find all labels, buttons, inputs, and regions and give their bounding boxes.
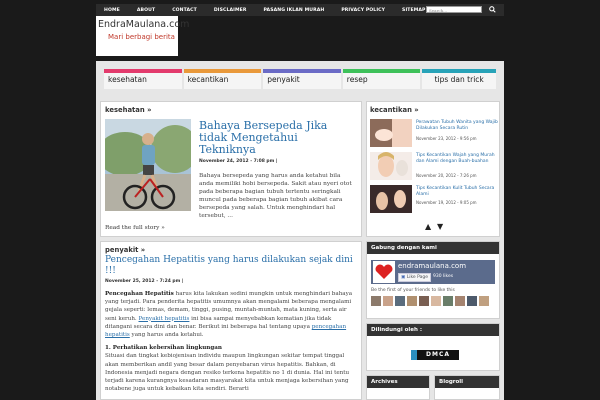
category-label: tips dan trick	[434, 75, 484, 84]
item-title[interactable]: Perawatan Tubuh Wanita yang Wajib Dilakukan Secara Rutin	[416, 120, 498, 131]
logo-tagline: Mari berbagi berita	[108, 33, 175, 41]
logo-title: EndraMaulana.com	[98, 19, 190, 30]
penyakit-article	[100, 241, 362, 400]
category-kesehatan[interactable]	[104, 69, 182, 89]
avatar[interactable]	[371, 296, 381, 306]
avatar[interactable]	[383, 296, 393, 306]
nav-home[interactable]: HOME	[104, 7, 120, 13]
nav-contact[interactable]: CONTACT	[172, 7, 197, 13]
widget-title: Gabung dengan kami	[367, 242, 499, 254]
section-heading[interactable]: kecantikan »	[370, 106, 419, 114]
search-icon[interactable]	[488, 6, 496, 14]
article-meta: November 25, 2012 - 7:24 pm |	[105, 279, 184, 284]
avatar[interactable]	[467, 296, 477, 306]
dmca-badge[interactable]: DMCA	[411, 350, 459, 360]
text: ini bisa sampai menyebabkan kematian jika tidak ditangani secara dini dan benar. Berikut ini beberapa hal tentang upaya	[105, 315, 332, 330]
widget-title: Blogroll	[435, 376, 499, 388]
avatar[interactable]	[455, 296, 465, 306]
list-item[interactable]	[370, 119, 498, 147]
category-label: kecantikan	[187, 75, 229, 84]
inline-link[interactable]: pencegahan hepatitis	[105, 323, 347, 339]
category-kecantikan[interactable]	[184, 69, 262, 89]
likes-count: 930 likes	[433, 274, 454, 279]
nav-pasang-iklan[interactable]: PASANG IKLAN MURAH	[263, 7, 325, 13]
avatar[interactable]	[407, 296, 417, 306]
facebook-widget	[366, 241, 500, 319]
category-label: penyakit	[267, 75, 300, 84]
page-name[interactable]: endramaulana.com	[398, 262, 467, 270]
site-logo[interactable]	[96, 16, 190, 56]
avatar[interactable]	[479, 296, 489, 306]
category-label: resep	[346, 75, 368, 84]
item-date: November 19, 2012 - 9:05 pm	[416, 200, 477, 205]
category-tips[interactable]	[422, 69, 496, 89]
category-penyakit[interactable]	[263, 69, 341, 89]
article-title[interactable]: Pencegahan Hepatitis yang harus dilakukan sejak dini !!!	[105, 255, 353, 276]
article-body	[105, 290, 357, 393]
article-meta: November 24, 2012 - 7:08 pm |	[199, 159, 278, 164]
item-title[interactable]: Tips Kecantikan Kulit Tubuh Secara Alami	[416, 186, 495, 197]
subheading: 1. Perhatikan kebersihan lingkungan	[105, 345, 222, 352]
item-date: November 20, 2012 - 7:26 pm	[416, 173, 477, 178]
list-item[interactable]	[370, 185, 498, 213]
like-button[interactable]	[398, 273, 431, 282]
thumbnail	[370, 185, 412, 213]
featured-article	[100, 101, 362, 237]
thumbs-up-icon: ▣	[401, 275, 406, 280]
avatar[interactable]	[419, 296, 429, 306]
avatar[interactable]	[431, 296, 441, 306]
thumbnail	[370, 119, 412, 147]
heart-icon	[373, 261, 395, 283]
widget-title: Dilindungi oleh :	[367, 324, 499, 336]
facebook-like-box[interactable]	[371, 260, 495, 284]
article-excerpt: Bahaya bersepeda yang harus anda ketahui bila anda memiliki hobi bersepeda. Sakit atau nyeri otot pada beberapa bagian tubuh tertentu seringkali muncul pada beberapa bagian tubuh akibat cara bersepeda yang salah. Untuk menghindari hal tersebut, ...	[199, 173, 352, 219]
nav-privacy-policy[interactable]: PRIVACY POLICY	[341, 7, 386, 13]
category-resep[interactable]	[343, 69, 421, 89]
nav-disclaimer[interactable]: DISCLAIMER	[213, 7, 247, 13]
item-date: November 23, 2012 - 9:56 pm	[416, 136, 477, 141]
top-navigation	[96, 4, 504, 16]
search-input[interactable]: Search...	[426, 6, 482, 13]
category-bar	[104, 69, 496, 89]
main-content	[96, 61, 504, 400]
widget-title: Archives	[367, 376, 429, 388]
friends-avatars	[371, 296, 491, 306]
cyclist-photo[interactable]	[105, 119, 191, 211]
friends-text: Be the first of your friends to like this	[371, 288, 455, 293]
thumbnail	[370, 152, 412, 180]
list-item[interactable]	[370, 152, 498, 180]
avatar[interactable]	[443, 296, 453, 306]
carousel-next-icon[interactable]: ▼	[437, 222, 444, 231]
blogroll-widget	[434, 375, 500, 400]
nav-about[interactable]: ABOUT	[136, 7, 156, 13]
text: yang harus anda ketahui.	[129, 332, 204, 339]
item-title[interactable]: Tips Kecantikan Wajah yang Murah dan Alami dengan Buah-buahan	[416, 153, 495, 164]
section-heading[interactable]: kesehatan »	[105, 106, 152, 114]
dmca-widget	[366, 323, 500, 371]
read-more-link[interactable]: Read the full story »	[105, 225, 165, 231]
category-label: kesehatan	[108, 75, 147, 84]
article-title[interactable]: Bahaya Bersepeda Jika tidak Mengetahui Tekniknya	[199, 119, 328, 156]
section-heading[interactable]: penyakit »	[105, 246, 146, 254]
kecantikan-widget	[366, 101, 500, 237]
paragraph: Situasi dan tingkat kebiojenisan individu maupun lingkungan sekitar tempat tinggal akan memberikan andil yang besar dalam penyebaran virus hepatitis. Bahkan, di Indonesia menjadi negara dengan resiko terkena hepatitis no 1 di dunia. Hal ini tentu terjadi karena kurangnya kesadaran masyarakat kita untuk menjaga kebersihan yang notabene juga untuk kebaikan kita sendiri. Berarti	[105, 353, 350, 393]
inline-link[interactable]: Penyakit hepatitis	[138, 315, 190, 322]
like-label: Like Page	[406, 275, 428, 280]
carousel-prev-icon[interactable]: ▲	[425, 222, 432, 231]
keyword: Pencegahan Hepatitis	[105, 291, 174, 297]
avatar[interactable]	[395, 296, 405, 306]
nav-sitemap[interactable]: SITEMAP	[402, 7, 426, 13]
text: harus kita lakukan sedini mungkin untuk menghindari bahaya yang terjadi. Para penderita hepatitis umumnya akan mengalami beberapa mengalami gejala seperti: lemas, demam, tinggi, pusing, muntah-muntah, mata kuning, serta air seni keruh.	[105, 291, 353, 322]
archives-widget	[366, 375, 430, 400]
